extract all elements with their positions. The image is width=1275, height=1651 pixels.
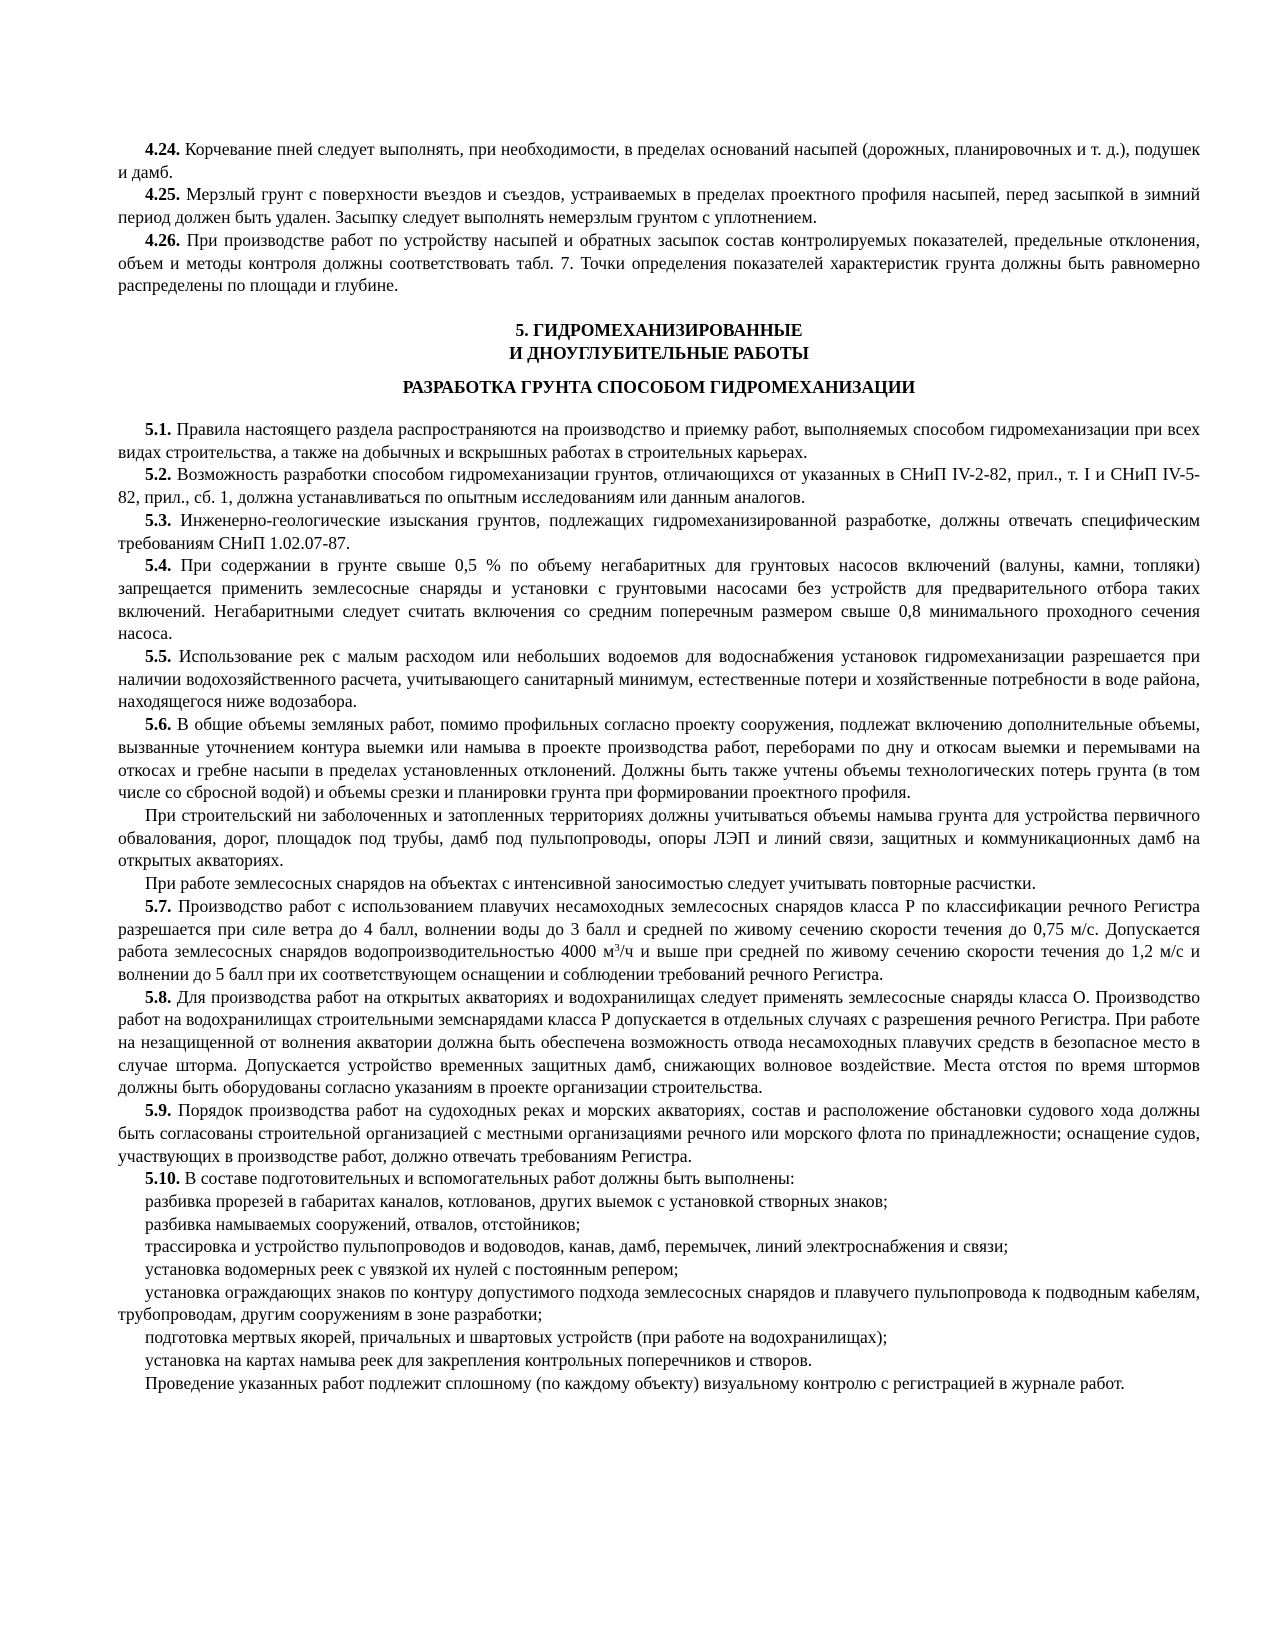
closing-paragraph: Проведение указанных работ подлежит сплошному (по каждому объекту) визуальному контролю с регистрацией в журнале работ. [145, 1372, 1125, 1393]
paragraph-text: Порядок производства работ на судоходных реках и морских акваториях, состав и расположение обстановки судового хода должны быть согласованы строительной организацией с местными организациями речного или морского флота по принадлежности; оснащение судов, участвующих в производстве работ, должно отвечать требованиям Регистра. [118, 1100, 1200, 1166]
paragraph-5-1 [118, 418, 1200, 463]
paragraph-text: Возможность разработки способом гидромеханизации грунтов, отличающихся от указанных в СНиП IV-2-82, прил., т. I и СНиП IV-5-82, прил., сб. 1, должна устанавливаться по опытным исследованиям или данным аналогов. [118, 464, 1200, 508]
paragraph-number: 5.2. [145, 464, 172, 485]
paragraph-text: Мерзлый грунт с поверхности въездов и съездов, устраиваемых в пределах проектного профиля насыпей, перед засыпкой в зимний период должен быть удален. Засыпку следует выполнять немерзлым грунтом с уплотнением. [118, 184, 1200, 228]
paragraph-5-7 [118, 895, 1200, 986]
paragraph-text: Корчевание пней следует выполнять, при необходимости, в пределах оснований насыпей (дорожных, планировочных и т. д.), подушек и дамб. [118, 139, 1200, 182]
subsection-title: РАЗРАБОТКА ГРУНТА СПОСОБОМ ГИДРОМЕХАНИЗАЦИИ [402, 377, 916, 398]
paragraph-5-9 [118, 1099, 1200, 1167]
paragraph-5-6-repeat-cleaning: При работе землесосных снарядов на объектах с интенсивной заносимостью следует учитывать повторные расчистки. [145, 873, 1037, 894]
paragraph-4-26 [118, 229, 1200, 297]
paragraph-number: 5.1. [145, 419, 172, 440]
paragraph-4-24 [118, 138, 1200, 183]
list-item: установка ограждающих знаков по контуру допустимого подхода землесосных снарядов и плавучего пульпопровода к подводным кабелям, трубопроводам, другим сооружениям в зоне разработки; [118, 1281, 1200, 1325]
section-title-line-2: И ДНОУГЛУБИТЕЛЬНЫЕ РАБОТЫ [509, 342, 809, 363]
list-item: разбивка прорезей в габаритах каналов, котлованов, других выемок с установкой створных знаков; [145, 1190, 888, 1211]
paragraph-5-8 [118, 986, 1200, 1100]
paragraph-number: 5.6. [145, 714, 172, 735]
paragraph-text: Для производства работ на открытых акваториях и водохранилищах следует применять землесосные снаряды класса О. Производство работ на водохранилищах строительными земснарядами класса Р допускается в отдельных случаях с разрешения речного Регистра. При работе на незащищенной от волнения акватории должна быть обеспечена возможность отвода несамоходных плавучих средств в безопасное место в случае шторма. Допускается устройство временных защитных дамб, снижающих волновое воздействие. Места отстоя по время штормов должны быть оборудованы согласно указаниям в проекте организации строительства. [118, 986, 1200, 1098]
paragraph-5-4 [118, 554, 1200, 645]
paragraph-text: Правила настоящего раздела распространяются на производство и приемку работ, выполняемых способом гидромеханизации при всех видах строительства, а также на добычных и вскрышных работах в строительных карьерах. [118, 419, 1200, 462]
paragraph-text: В составе подготовительных и вспомогательных работ должны быть выполнены: [180, 1168, 795, 1189]
paragraph-5-5 [118, 645, 1200, 713]
paragraph-text: Производство работ с использованием плавучих несамоходных землесосных снарядов класса Р по классификации речного Регистра разрешается при силе ветра до 4 балл, волнении воды до 3 балл и средней по живому сечению скорости течения до 0,75 м/с. Допускается работа землесосных снарядов водопроизводительностью 4000 м [118, 895, 1200, 962]
list-item: подготовка мертвых якорей, причальных и швартовых устройств (при работе на водохранилищах); [145, 1327, 888, 1348]
paragraph-5-3 [118, 509, 1200, 554]
paragraph-number: 5.4. [145, 555, 172, 576]
paragraph-5-6 [118, 713, 1200, 804]
paragraph-text: При производстве работ по устройству насыпей и обратных засыпок состав контролируемых показателей, предельные отклонения, объем и методы контроля должны соответствовать табл. 7. Точки определения показателей характеристик грунта должны быть равномерно распределены по площади и глубине. [118, 229, 1200, 296]
paragraph-number: 4.26. [145, 229, 181, 250]
paragraph-number: 5.8. [145, 986, 172, 1007]
section-title [118, 319, 1200, 364]
paragraph-number: 5.10. [145, 1168, 181, 1189]
list-item: разбивка намываемых сооружений, отвалов, отстойников; [145, 1213, 581, 1234]
paragraph-4-25 [118, 183, 1200, 228]
paragraph-number: 4.24. [145, 139, 181, 159]
paragraph-number: 4.25. [145, 184, 181, 205]
paragraph-text: Инженерно-геологические изыскания грунтов, подлежащих гидромеханизированной разработке, должны отвечать специфическим требованиям СНиП 1.02.07-87. [118, 509, 1200, 553]
document-page [118, 138, 1200, 1394]
paragraph-text: При содержании в грунте свыше 0,5 % по объему негабаритных для грунтовых насосов включений (валуны, камни, топляки) запрещается применить землесосные снаряды и установки с грунтовыми насосами без устройств для предварительного отбора таких включений. Негабаритными следует считать включения со средним поперечным размером свыше 0,8 минимального проходного сечения насоса. [118, 555, 1200, 644]
superscript: 3 [614, 942, 620, 955]
list-item: трассировка и устройство пульпопроводов и водоводов, канав, дамб, перемычек, линий электроснабжения и связи; [145, 1236, 1009, 1257]
paragraph-number: 5.5. [145, 646, 172, 667]
paragraph-number: 5.7. [145, 895, 172, 916]
list-item: установка на картах намыва реек для закрепления контрольных поперечников и створов. [145, 1349, 813, 1370]
paragraph-number: 5.9. [145, 1100, 172, 1121]
paragraph-text: Использование рек с малым расходом или небольших водоемов для водоснабжения установок гидромеханизации разрешается при наличии водохозяйственного расчета, учитывающего санитарный минимум, естественные потери и хозяйственные потребности в воде района, находящегося ниже водозабора. [118, 646, 1200, 712]
paragraph-text: В общие объемы земляных работ, помимо профильных согласно проекту сооружения, подлежат включению дополнительные объемы, вызванные уточнением контура выемки или намыва в проекте производства работ, переборами по дну и откосам выемки и перемывами на откосах и гребне насыпи в пределах установленных отклонений. Должны быть также учтены объемы технологических потерь грунта (в том числе со сбросной водой) и объемы срезки и планировки грунта при формировании проектного профиля. [118, 714, 1200, 803]
paragraph-5-6-continued: При строительский ни заболоченных и затопленных территориях должны учитываться объемы намыва грунта для устройства первичного обвалования, дорог, площадок под трубы, дамб под пульпопроводы, опоры ЛЭП и линий связи, защитных и коммуникационных дамб на открытых акваториях. [118, 804, 1200, 871]
section-title-line-1: 5. ГИДРОМЕХАНИЗИРОВАННЫЕ [515, 319, 803, 340]
list-item: установка водомерных реек с увязкой их нулей с постоянным репером; [145, 1259, 679, 1280]
paragraph-5-2 [118, 463, 1200, 508]
paragraph-number: 5.3. [145, 509, 172, 530]
paragraph-text-continued: /ч и выше при средней по живому сечению скорости течения до 1,2 м/с и волнении до 5 балл при их соответствующем оснащении и соблюдении требований речного Регистра. [118, 941, 1200, 984]
paragraph-5-10 [118, 1167, 1200, 1190]
